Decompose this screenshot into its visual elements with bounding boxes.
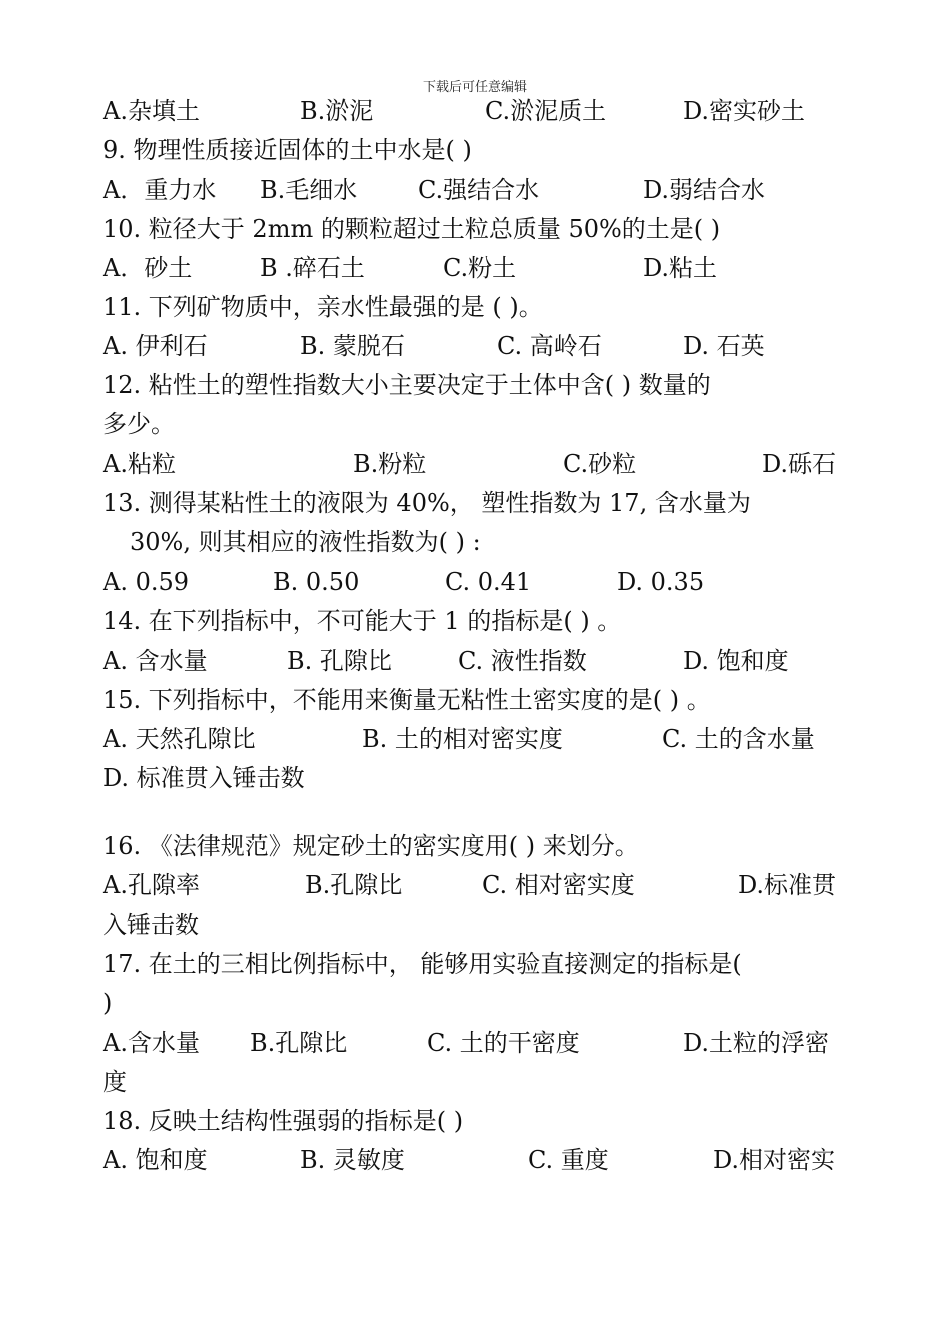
option-text: C.强结合水	[418, 176, 540, 204]
option-text: C. 重度	[528, 1146, 609, 1174]
question-text: 14. 在下列指标中，不可能大于 1 的指标是( ) 。	[103, 607, 622, 635]
question-text: 18. 反映土结构性强弱的指标是( )	[103, 1107, 464, 1135]
option-text: A. 0.59	[103, 568, 190, 596]
option-text: B. 土的相对密实度	[362, 725, 563, 753]
question-text: 9. 物理性质接近固体的土中水是( )	[103, 136, 472, 164]
option-text: D.砾石	[762, 450, 837, 478]
question-text: 30%, 则其相应的液性指数为( ) :	[130, 528, 481, 556]
option-text: C. 土的干密度	[427, 1029, 580, 1057]
option-text: A. 饱和度	[103, 1146, 208, 1174]
option-text: B. 0.50	[273, 568, 360, 596]
question-text: 11. 下列矿物质中，亲水性最强的是 ( )。	[103, 293, 543, 321]
option-text: D.相对密实	[713, 1146, 836, 1174]
option-text: C.砂粒	[563, 450, 637, 478]
option-text: B.孔隙比	[305, 871, 403, 899]
option-text: A. 天然孔隙比	[103, 725, 256, 753]
question-text: 16. 《法律规范》规定砂土的密实度用( ) 来划分。	[103, 832, 639, 860]
option-text: B .碎石土	[260, 254, 365, 282]
option-text: A. 伊利石	[103, 332, 208, 360]
question-text: 入锤击数	[103, 911, 199, 939]
option-text: D.密实砂土	[683, 97, 806, 125]
option-text: D.粘土	[643, 254, 718, 282]
question-text: 10. 粒径大于 2mm 的颗粒超过土粒总质量 50%的土是( )	[103, 215, 721, 243]
option-text: D. 饱和度	[683, 647, 789, 675]
option-text: C. 0.41	[445, 568, 532, 596]
option-text: C. 液性指数	[458, 647, 587, 675]
option-text: D.标准贯	[738, 871, 837, 899]
option-text: B.毛细水	[260, 176, 358, 204]
option-text: A.孔隙率	[103, 871, 200, 899]
question-text: D. 标准贯入锤击数	[103, 764, 305, 792]
option-text: D. 石英	[683, 332, 765, 360]
option-text: B. 孔隙比	[287, 647, 392, 675]
option-text: B. 蒙脱石	[300, 332, 405, 360]
option-text: C. 高岭石	[497, 332, 602, 360]
question-text: 12. 粘性土的塑性指数大小主要决定于土体中含( ) 数量的	[103, 371, 711, 399]
option-text: D.土粒的浮密	[683, 1029, 830, 1057]
option-text: B.孔隙比	[250, 1029, 348, 1057]
question-text: 15. 下列指标中，不能用来衡量无粘性土密实度的是( ) 。	[103, 686, 711, 714]
option-text: D.弱结合水	[643, 176, 766, 204]
option-text: B.淤泥	[300, 97, 374, 125]
option-text: A．重力水	[103, 176, 217, 204]
question-text: )	[103, 989, 113, 1017]
question-text: 多少。	[103, 410, 175, 438]
option-text: C.粉土	[443, 254, 517, 282]
option-text: C.淤泥质土	[485, 97, 607, 125]
option-text: A.含水量	[103, 1029, 200, 1057]
option-text: D. 0.35	[617, 568, 705, 596]
page-header: 下载后可任意编辑	[422, 80, 527, 95]
option-text: B.粉粒	[353, 450, 427, 478]
question-text: 度	[103, 1068, 127, 1096]
question-text: 13. 测得某粘性土的液限为 40%， 塑性指数为 17, 含水量为	[103, 489, 751, 517]
option-text: A.杂填土	[103, 97, 200, 125]
option-text: A．砂土	[103, 254, 193, 282]
option-text: A. 含水量	[103, 647, 208, 675]
question-text: 17. 在土的三相比例指标中， 能够用实验直接测定的指标是(	[103, 950, 742, 978]
option-text: A.粘粒	[103, 450, 176, 478]
option-text: B. 灵敏度	[300, 1146, 405, 1174]
option-text: C. 土的含水量	[662, 725, 815, 753]
option-text: C. 相对密实度	[482, 871, 635, 899]
